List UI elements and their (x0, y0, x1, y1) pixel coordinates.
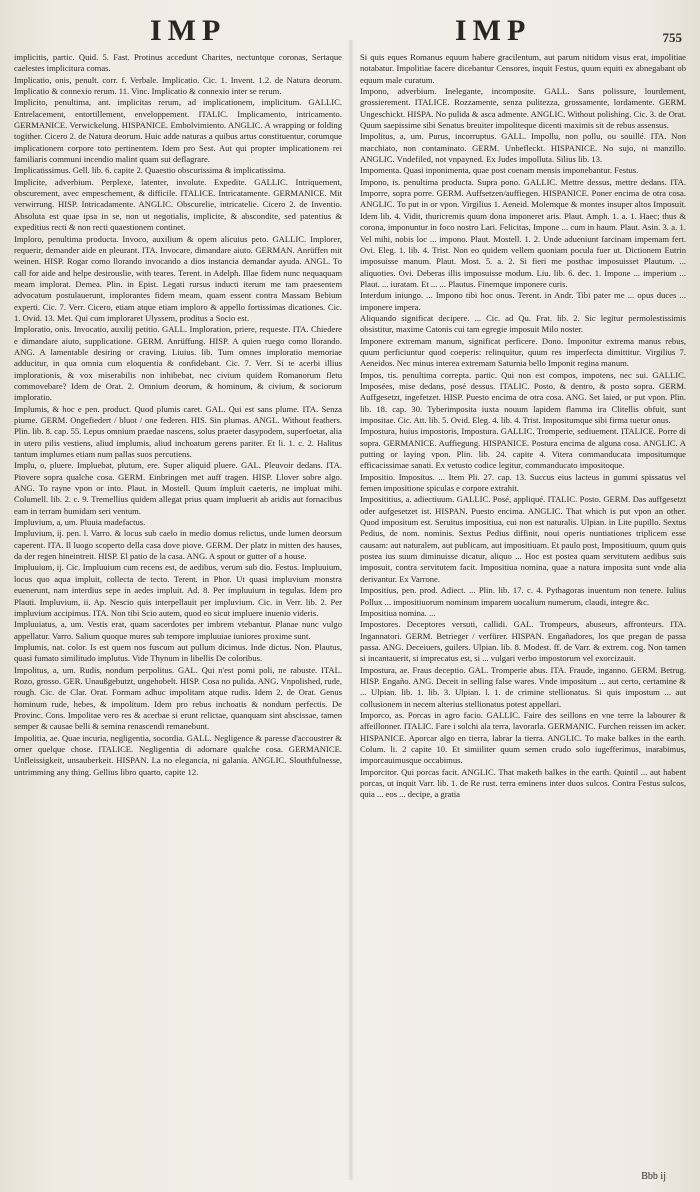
entry-text: Implicite, adverbium. Perplexe, latenter, involute. Expedite. GALLIC. Intriquement, obscurement, avec empeschement, & difficile. ITALICE. Intricatamente. GERMANICE. Mit verwirrung. HISP. Intricadamente. ANGLIC. Obscurelie, intricatelie. Cicero 2. de Inventio. Absoluta est quae ipsa in se, non ut negotialis, implicite, & abscondite, sed patentius & expeditius recti & non recti quaestionem continet. (14, 176, 342, 233)
dictionary-entry (14, 642, 342, 665)
dictionary-entry (14, 619, 342, 642)
dictionary-entry (360, 767, 686, 801)
entry-text: Impositius, pen. prod. Adiect. ... Plin. lib. 17. c. 4. Pythagoras inuentum non tenere. Iulius Pollux ... impositiuorum nominum imparem uocalium numerum, claudi, integre &c. (360, 585, 686, 607)
entry-text: Impomenta. Quasi inponimenta, quae post coenam mensis imponebantur. Festus. (360, 165, 639, 176)
dictionary-entry (14, 234, 342, 325)
dictionary-entry (360, 131, 686, 165)
entry-text: Impolitia, ae. Quae incuria, negligentia, socordia. GALL. Negligence & paresse d'accoustrer & orner quelque chose. ITALICE. Negligentia di adornare qualche cosa. GERMANICE. Unfleissigkeit, unsauberkeit. HISPAN. La no elegancia, ni galania. ANGLIC. Slouthfulnesse, untrimming any thing. Gellius libro quarto, capite 12. (14, 732, 342, 777)
entry-text: Impono, is. penultima producta. Supra pono. GALLIC. Mettre dessus, mettre dedans. ITA. Imporre, sopra porre. GERM. Auffsetzen/auffiegen. HISPANICE. Poner encima de otra cosa. ANGLIC. To put in or vpon. Virgilius 1. Aeneid. Molemque & montes insuper altos Imposuit. Idem lib. 4. Vidit, thuricremis quum dona imponeret aris. Plaut. Amph. 1. a. 1. Haec; thus & corona, imponuntur in foco nostro Lari. Felicitas, Impone ... cum in haum. Plaut. Asin. 3. a. 1. Vel mihi, nobis loc ... impono. Plaut. Mostell. 1. 2. Unde adueniunt farcinam impemam fert. Ovi. Eleg. 1. lib. 4. Trist. Non eo quidem vellem quoniam pocula fuer ut. Dictionem Eutrin imposuisse manum. Plaut. Most. 5. a. 2. Si fieri me posthac imposuisset Plautum. ... aliquoties. Ovi. Deberas illis imposuisse modum. Liu. lib. 6. dec. 1. Impone ... imperium ... Plaut. ... iuratam. Et ... ... Plautus. Finemque imponere curis. (360, 176, 686, 289)
entry-text: Impolitus, a, um. Rudis, nondum perpolitus. GAL. Qui n'est pomi poli, ne rabuste. ITAL. Rozo, grosso. GER. Unaußgebutzt, ungehobelt. HISP. Cosa no pulida. ANG. Vnpolished, rude, rough. Cic. de Clar. Orat. Formam adhuc impolitam atque rudis. Idem 2. de Orat. Genus hominum rude, hebes, & impolitum. Idem pro rebus inchoatis & nondum perfectis. De Provinc. Cons. Impolitae vero res & acerbae si erunt relictae, quanquam sint abscissae, tamen semper & causae belli & semina renascendi remanebunt. (14, 664, 342, 732)
entry-text: Implu, o, pluere. Impluebat, plutum, ere. Super aliquid pluere. GAL. Pleuvoir dedans. ITA. Piovere sopra qualche cosa. GERM. Einbringen met auff tragen. HISP. Llover sobre algo. ANG. To rayne vpon or into. Plaut. in Mostell. Quum impluit caeteris, ne impluat mihi. Columell. lib. 2. c. 9. Tremellius quidem allegat prius quam impluerit ab aridis aut fornacibus eam in terram humidam seri ventum. (14, 460, 342, 516)
entry-text: Interdum iniungo. ... Impono tibi hoc onus. Terent. in Andr. Tibi pater me ... opus duces ... imponere impera. (360, 290, 686, 312)
dictionary-entry (360, 336, 686, 370)
entry-text: Impolitus, a, um. Purus, incorruptus. GALL. Impollu, non pollu, ou souillé. ITA. Non macchiato, non contaminato. GERM. Unbefleckt. HISPANICE. No sujo, ni manzillo. ANGLIC. Vndefiled, not vnpayned. Ex Judes impolluta. Silius lib. 13. (360, 131, 686, 165)
entry-text: Implumis, & hoc e pen. product. Quod plumis caret. GAL. Qui est sans plume. ITA. Senza piume. GERM. Ongefiedert / bluot / one federen. HIS. Sin plumas. ANGL. Without feathers. Plin. lib. 8. cap. 55. Lepus omnium praedae nascens, solus praeter dasypodem, superfoetat, alia in utero pilis vestiens, aliud implumis, aliud inchoatum gerens pariter. Et li. 1. c. 2. Halitus tantum implumes etiam num pallas suos percutiens. (14, 403, 342, 460)
entry-text: Impluuium, ij. Cic. Impluuium cum recens est, de aedibus, verum sub dio. Festus. Impluuium, locus quo aqua impluit, collecta de tecto. Terent. in Phor. Ut quasi impluvium monstra euenerunt, nam interdius sepe in aedes impluit. Ad. 8. Per impluuium in tegulas. Idem pro Plauti. Impluvium, ii. Ap. Nescio quis interpellauit per impluvium. Cic. in Verr. lib. 2. Per impluvium accipimus. ITA. Non tibi Scio autem, quod eo sicut impluere inuenio videris. (14, 562, 342, 618)
dictionary-entry (360, 86, 686, 131)
dictionary-entry (360, 619, 686, 664)
dictionary-entry (14, 733, 342, 778)
entry-text: Impositio. Impositus. ... Item Pli. 27. cap. 13. Succus eius lacteus in gummi spissatus vel femen impositione spiculas e corpore extrahit. (360, 471, 686, 494)
entry-text: Imporco, as. Porcas in agro facio. GALLIC. Faire des seillons en vne terre la labourer & affeillonner. ITALIC. Fare i solchi ala terra, lavorarla. GERMANIC. Furchen reissen im acker. HISPANICE. Aporcar algo en tierra, labrar la tierra. ANGLIC. To make balkes in the earth. Colum. li. 2 capite 10. Et simiiliter quum semen crudo solo iugefferimus, inarabimus, imporcauimusque occabimus. (360, 709, 686, 766)
entry-text: Aliquando significat decipere. ... Cic. ad Qu. Frat. lib. 2. Sic legitur permolestissimis obsistitur, maxime Catonis cui tam egregie imposuit Milo noster. (360, 312, 686, 335)
entry-text: Impositiua nomina. ... (360, 607, 436, 618)
signature-mark: Bbb ij (641, 1171, 666, 1182)
dictionary-entry (360, 665, 686, 710)
entry-text: implicitis, partic. Quid. 5. Fast. Protinus accedunt Charites, nectuntque coronas, Sertaque caelestes implicitura comas. (14, 52, 342, 74)
dictionary-entry (360, 472, 686, 495)
dictionary-entry (14, 562, 342, 619)
entry-text: Impostores. Deceptores versuti, callidi. GAL. Trompeurs, abuseurs, affronteurs. ITA. Ingannatori. GERM. Betrieger / verfürer. HISPAN. Engañadores, los que pregan de passa passa. ANG. Deceiuers, guilers. Ulpian. lib. 8. Modest. ff. de Varr. & extrem. cog. Non tamen si incantauerit, si imprecatus est, si ... vulgari verbo impostorum vel exorcizauit. (360, 619, 686, 664)
dictionary-entry (14, 517, 342, 528)
dictionary-entry (14, 528, 342, 562)
dictionary-entry (360, 290, 686, 313)
dictionary-entry (14, 665, 342, 733)
entry-text: Implicito, penultima, ant. implicitas rerum, ad implicationem, implicitum. GALLIC. Entrelacement, entortillement, enveloppement. ITALIC. Implicamento, intricamento. GERMANICE. Verwickelung. HISPANICE. Embolvimiento. ANGLIC. A wrapping or folding togither. Cicero 2. de Natura deorum. Huic adde naturas a quibus artus constituentur, corumque implicationem corpore toto pertinentem. Idem pro Sest. Aut qui propter implicationem rei familiaris communi incendio malint quam sui deflagrare. (14, 97, 342, 165)
entry-text: Impostura, huius impostoris, Impostura. GALLIC. Tromperie, sediuement. ITALICE. Porre di sopra. GERMANICE. Auffiegung. HISPANICE. Postura encima de alguna cosa. ANGLIC. A putting or laying vpon. Plin. lib. 24. capite 4. Vitera commanducata impositumque efficacissimae sanati. Ex vetusto codice legitur, commanducato impositoque. (360, 426, 686, 471)
dictionary-entry (360, 585, 686, 608)
dictionary-entry (14, 177, 342, 234)
entry-text: Impostura, ae. Fraus deceptio. GAL. Tromperie abus. ITA. Fraude, inganno. GERM. Betrug. HISP. Engaño. ANG. Deceit in selling false wares. Vnde impositum ... aut certo, certamine & ... Ulpian. lib. 1. lib. 3. Ulpian. l. 1. de crimine stellionatus. Si quis impostum ... aut collusionem in necem alterius stellionatus potest appellari. (360, 664, 686, 709)
column-gutter (348, 40, 354, 1180)
entry-text: Imploro, penultima producta. Invoco, auxilium & opem alicuius peto. GALLIC. Implorer, requerir, demander aide en pleurant. ITA. Invocare, dimandare aiuto. GERMAN. Anrüffen mit weinen. HISP. Rogar como llorando invocando a dios instancia demandar ayuda. ANGL. To call for aide and helpe desirouslie, with teares. Terent. in Adelph. Illae fidem nunc nequaquam meam implorat. Demea. Plin. in Epist. Legati rursus inducti iterum me tam praesentem advocatum postulauerunt, implorantes fidem meam, quam essent contra Massam Bebium experti. Cic. 7. Verr. Cicero, etiam atque etiam imploro & appello fortissimas dicationes. Cic. 1. Ovid. 13. Met. Qui cum imploraret Ulyssem, proditus a Socio est. (14, 233, 342, 323)
entry-text: Impluvium, a, um. Pluuia madefactus. (14, 517, 146, 528)
entry-text: Impluuiatus, a, um. Vestis erat, quam sacerdotes per imbrem vtebantur. Planae nunc vulgo appellatur. Varro. Salium quoque mures sub tempore impluuiae iuniores proxime sunt. (14, 619, 342, 641)
right-column (360, 52, 686, 1180)
running-head-left: IMP (150, 14, 227, 47)
entry-text: Impono, adverbium. Inelegante, incomposite. GALL. Sans polissure, lourdement, grossierement. ITALICE. Rozzamente, senza pulitezza, grossamente, lordamente. GERM. Ungeschickt. HISPA. No pulida & asca admente. ANGLIC. Without polishing. Cic. 3. de Orat. Quum saepissime sibi Senatus breuiter impoliteque dicenti maximis sit de rebus assensus. (360, 86, 686, 131)
dictionary-entry (360, 494, 686, 585)
dictionary-entry (360, 165, 686, 176)
running-head-right: IMP (455, 14, 532, 47)
dictionary-entry (360, 608, 686, 619)
dictionary-entry (14, 324, 342, 403)
dictionary-entry (360, 426, 686, 471)
entry-text: Imploratio, onis. Invocatio, auxilij petitio. GALL. Imploration, priere, requeste. ITA. Chiedere e dimandare aiuto, supplicatione. GERM. Anrüffung. HISP. A quien ruego como llorando. ANG. A lamentable desiring or craving. Liuius. lib. Tum omnes imploratio memoriae adducitur, in qua omnia cum eloquentia & confidebant. Cic. 7. Verr. Si te acerbi illius implorationis, & vox miserabilis non inhibebat, nec civium quidem Romanorum fletu commovebare? Idem de Orat. 2. Omnium deorum, & hominum, & civium, & sociorum imploratio. (14, 324, 342, 403)
dictionary-entry (360, 52, 686, 86)
entry-text: Si quis eques Romanus equum habere gracilentum, aut parum nitidum visus erat, impolitiae notabatur. Impolitiae facere dicebantur Censores, inquit Festus, quum equiti ex abnegabant ob equum male curatum. (360, 52, 686, 85)
dictionary-entry (14, 165, 342, 176)
dictionary-entry (14, 52, 342, 75)
entry-text: Implicatissimus. Gell. lib. 6. capite 2. Quaestio obscurissima & implicatissima. (14, 165, 286, 176)
entry-text: Imporcitor. Qui porcas facit. ANGLIC. That maketh balkes in the earth. Quintil ... aut habent porcas, ut inquit Varr. lib. 1. de Re rust. terra eminens inter duos sulcos. Contra Festus sulcos, quia ... eos ... decipe, a gratia (360, 766, 686, 800)
dictionary-entry (14, 97, 342, 165)
entry-text: Implicatio, onis, penult. corr. f. Verbale. Implicatio. Cic. 1. Invent. 1.2. de Natura deorum. Implicatio & connexio rerum. 11. Vinc. Implicatio & connexio inter se rerum. (14, 74, 342, 97)
entry-text: Imposititius, a. adiectiuum. GALLIC. Posé, appliqué. ITALIC. Posto. GERM. Das auffgesetzt oder aufgesetzet ist. HISPAN. Puesto encima. ANGLIC. That which is put vpon an other. Quod impositum est. Seruitus impositiua, cui non est naturalis. Ulpian. in Lite pupillo. Sextus Pedius, de nom. nominis. Sextus Pedius diffinit, noui operis nuntiationes triplicem esse causam: aut naturalem, aut publicam, aut impositiuam. Et paulo post, Impositiuum, quum quis postea ius suum diminuisse dicatur, aliquo ... Hoc est postea quam servitutem aedibus suis imposuit, contra servitutem facit. Impositiua nomina, quae a natura imposita sunt vnde alia derivantur. Ex Varrone. (360, 494, 686, 584)
entry-text: Imponere extremam manum, significat perficere. Dono. Imponitur extrema manus rebus, quum perficiuntur quod coeperis: relinquitur, quum res imperfecta dimittitur. Virgilius 7. Aeneidos. Nec minus interea extremam Saturnia bello Imponit regina manum. (360, 335, 686, 369)
dictionary-entry (360, 313, 686, 336)
dictionary-entry (360, 177, 686, 290)
dictionary-entry (360, 370, 686, 427)
dictionary-entry (14, 75, 342, 98)
left-column (14, 52, 342, 1180)
dictionary-entry (14, 460, 342, 517)
dictionary-entry (14, 404, 342, 461)
entry-text: Implumis, nat. color. Is est quem nos fuscum aut pullum dicimus. Inde dictus. Non. Plautus, quasi fumato similitudo implutus. Vide Thynum in libellis De coloribus. (14, 641, 342, 664)
page-number: 755 (662, 30, 682, 45)
dictionary-entry (360, 710, 686, 767)
entry-text: Impluvium, ij. pen. l. Varro. & locus sub caelo in medio domus relictus, unde lumen deorsum caperent. ITA. Il luogo scoperto della casa dove piove. GERM. Der platz in mitten des hauses, da der regen hineintreit. HISP. El patio de la casa. ANG. A spout or gutter of a house. (14, 528, 342, 562)
entry-text: Impos, tis. penultima correpta. partic. Qui non est compos, impotens, nec sui. GALLIC. Imposées, mise dedans, posé dessus. ITALIC. Posto, & dentro, & posto sopra. GERM. Auffgesetzt, ingefetzet. HISP. Puesto encima de otra cosa. ANG. Set laied, or put vpon. Plin. lib. 18. cap. 30. Tyberimposita iuxta nouum lapidem flamma ira Clitellis obfuit, sunt impositae. Cic. Att. lib. 5. Ovid. Eleg. 4. lib. 4. Trist. Impositumque sibi firma tuetur onus. (360, 369, 686, 425)
